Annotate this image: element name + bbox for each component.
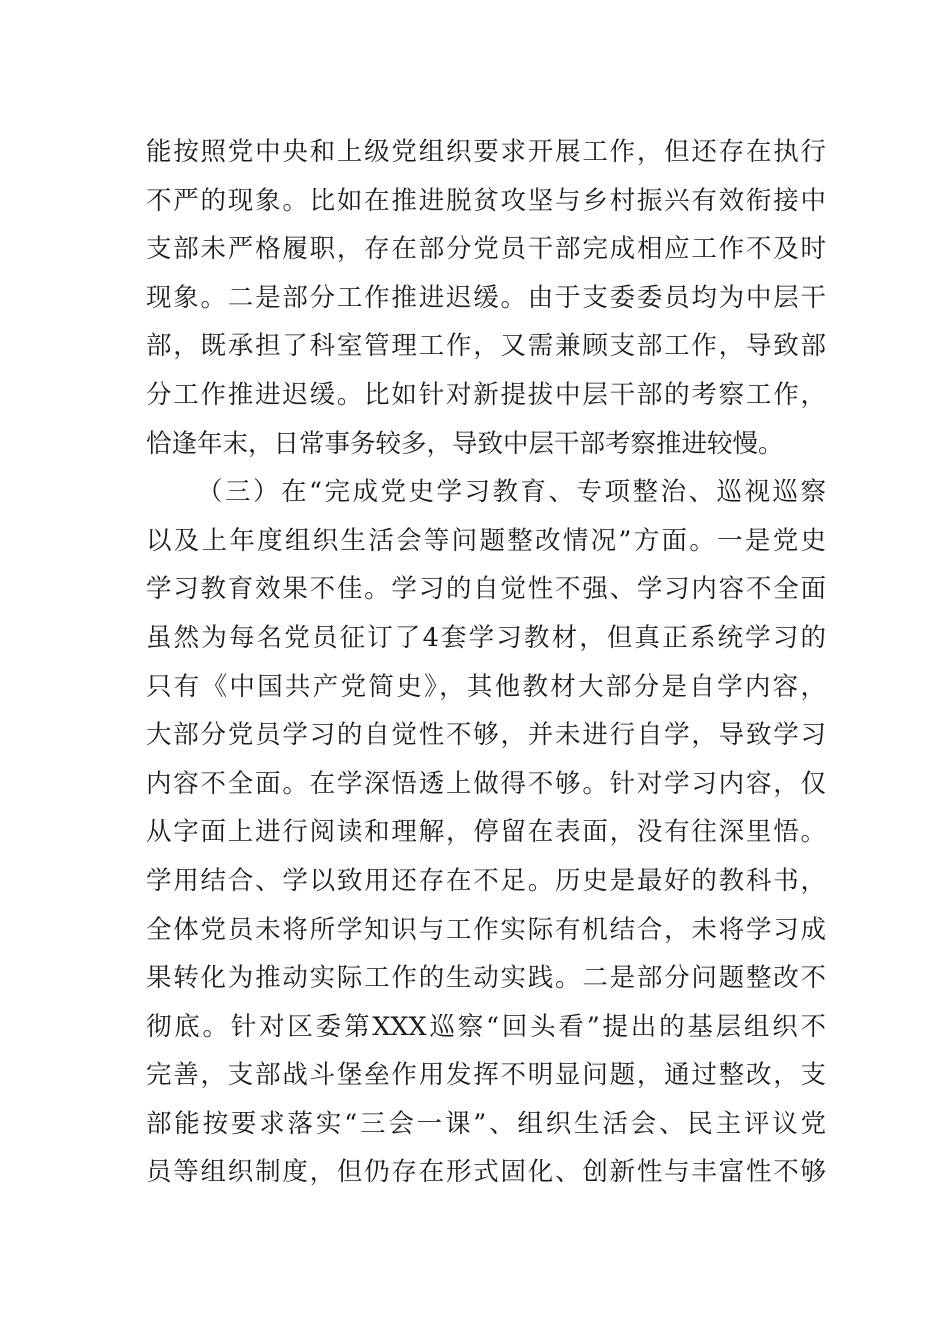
text-line: 从字面上进行阅读和理解，停留在表面，没有往深里悟。 <box>146 817 826 848</box>
text-line: 只有《中国共产党简史》，其他教材大部分是自学内容， <box>146 671 826 702</box>
text-line: 不严的现象。比如在推进脱贫攻坚与乡村振兴有效衔接中 <box>146 185 826 216</box>
text-line: 员等组织制度，但仍存在形式固化、创新性与丰富性不够 <box>146 1157 826 1188</box>
text-line: 彻底。针对区委第XXX巡察“回头看”提出的基层组织不 <box>146 1011 826 1042</box>
text-line: 分工作推进迟缓。比如针对新提拔中层干部的考察工作， <box>146 379 826 410</box>
text-line: 全体党员未将所学知识与工作实际有机结合，未将学习成 <box>146 914 826 945</box>
text-line: 大部分党员学习的自觉性不够，并未进行自学，导致学习 <box>146 720 826 751</box>
body-text <box>146 128 826 1197</box>
text-line: 完善，支部战斗堡垒作用发挥不明显问题，通过整改，支 <box>146 1060 826 1091</box>
paragraph-end-line: 恰逢年末，日常事务较多，导致中层干部考察推进较慢。 <box>146 428 784 459</box>
section-heading-line: （三）在“完成党史学习教育、专项整治、巡视巡察 <box>197 477 826 508</box>
text-line: 学习教育效果不佳。学习的自觉性不强、学习内容不全面 <box>146 574 826 605</box>
text-line: 现象。二是部分工作推进迟缓。由于支委委员均为中层干 <box>146 282 826 313</box>
text-line: 能按照党中央和上级党组织要求开展工作，但还存在执行 <box>146 137 826 167</box>
text-line: 内容不全面。在学深悟透上做得不够。针对学习内容，仅 <box>146 768 826 799</box>
text-line: 部能按要求落实“三会一课”、组织生活会、民主评议党 <box>146 1108 826 1139</box>
text-line: 虽然为每名党员征订了4套学习教材，但真正系统学习的 <box>146 622 826 653</box>
text-line: 以及上年度组织生活会等问题整改情况”方面。一是党史 <box>146 525 826 556</box>
text-line: 部，既承担了科室管理工作，又需兼顾支部工作，导致部 <box>146 331 826 362</box>
text-line: 果转化为推动实际工作的生动实践。二是部分问题整改不 <box>146 963 826 994</box>
text-line: 支部未严格履职，存在部分党员干部完成相应工作不及时 <box>146 234 826 265</box>
text-line: 学用结合、学以致用还存在不足。历史是最好的教科书， <box>146 865 826 896</box>
